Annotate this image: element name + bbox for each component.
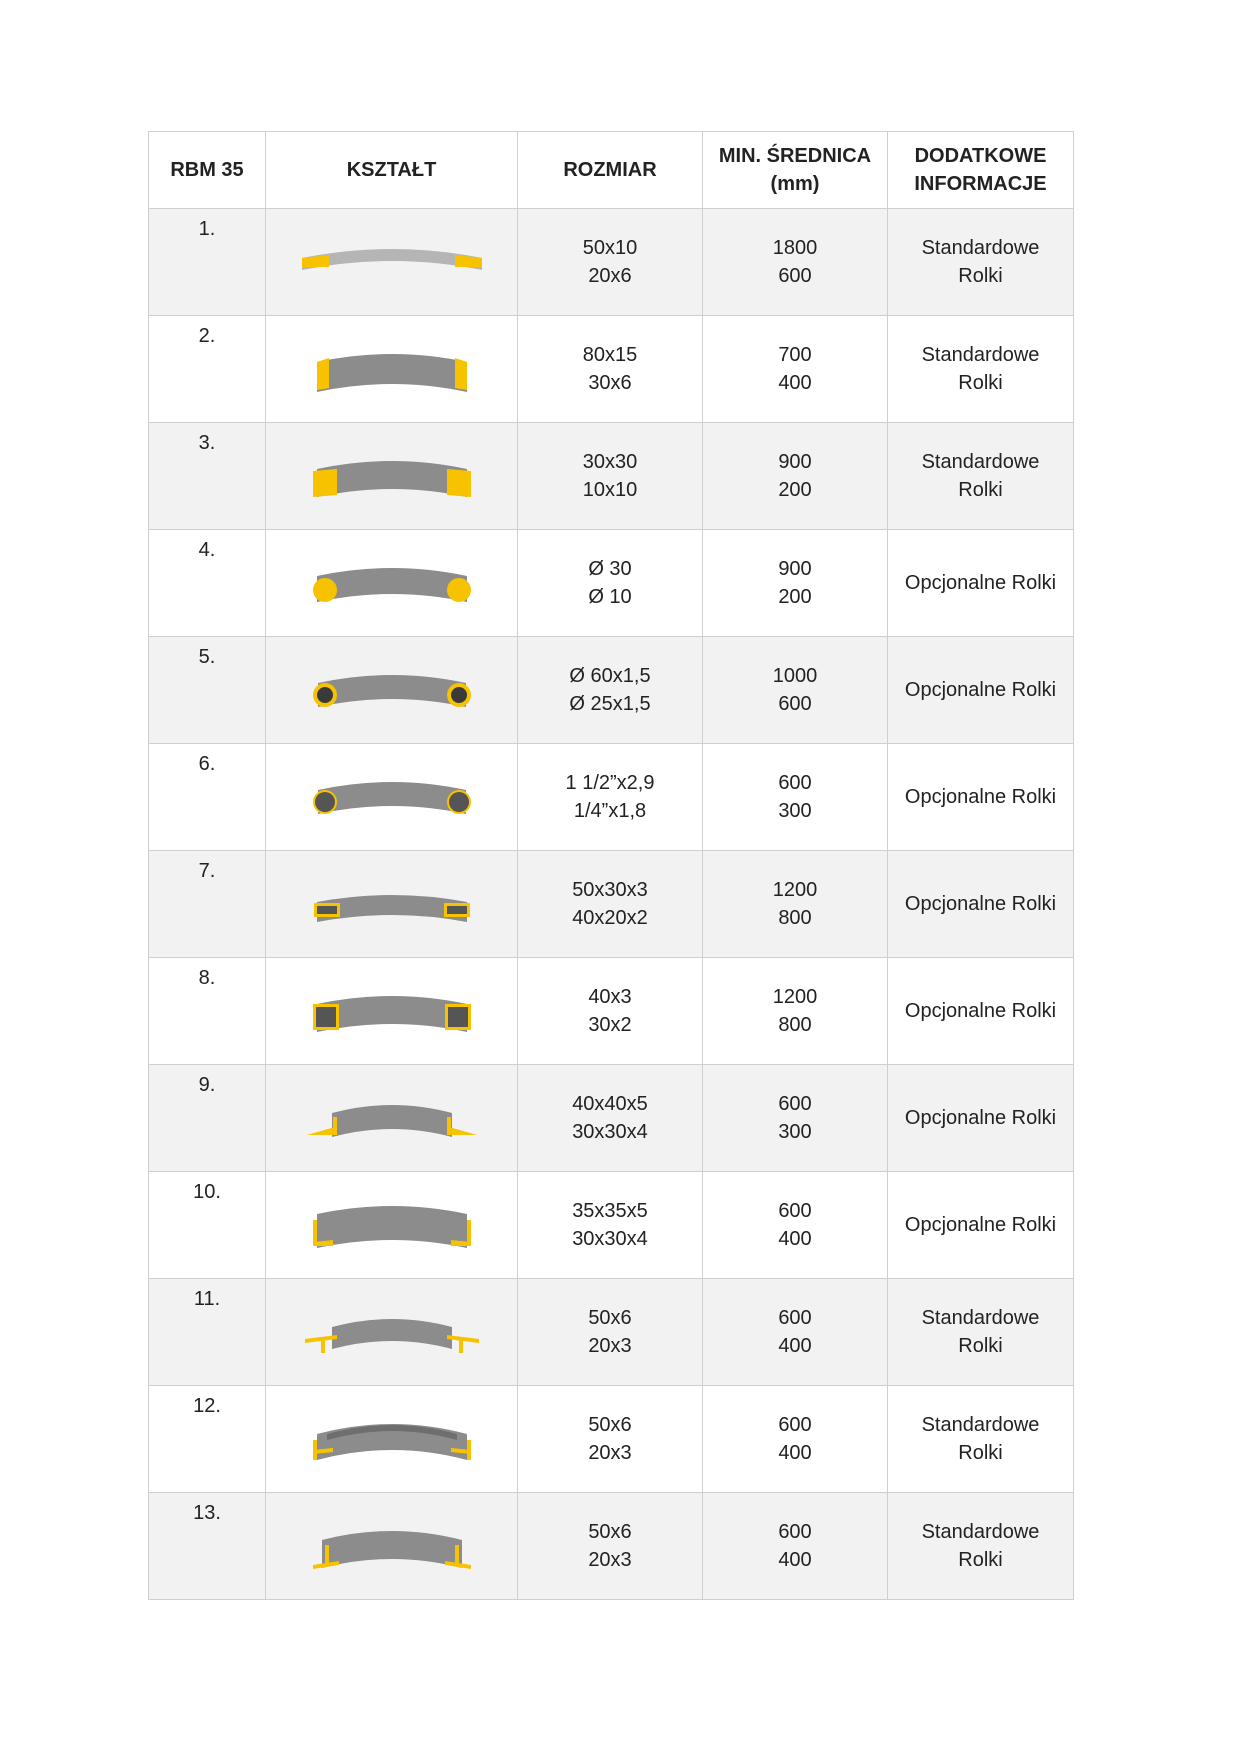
row-number: 12. <box>149 1386 266 1493</box>
info-cell-line2: Rolki <box>958 1442 1003 1464</box>
min-diameter-cell-line2: 400 <box>778 372 812 394</box>
info-cell-line1: Standardowe <box>921 237 1040 259</box>
size-cell-line1: 1 1/2”x2,9 <box>565 772 655 794</box>
min-diameter-cell-line1: 900 <box>778 558 812 580</box>
tee-out-icon <box>267 1287 517 1377</box>
size-cell-line1: 50x6 <box>588 1521 632 1543</box>
square-bar-icon <box>267 431 517 521</box>
row-number: 8. <box>149 958 266 1065</box>
size-cell <box>518 744 703 851</box>
min-diameter-cell <box>703 1279 888 1386</box>
header-info-line2: INFORMACJE <box>914 173 1047 195</box>
info-cell-line1: Opcjonalne Rolki <box>904 1000 1057 1022</box>
size-cell <box>518 1386 703 1493</box>
shape-cell <box>266 958 518 1065</box>
header-shape-text: KSZTAŁT <box>346 159 437 181</box>
rectangular-tube-icon <box>267 859 517 949</box>
min-diameter-cell-line2: 800 <box>778 1014 812 1036</box>
pipe-icon <box>267 752 517 842</box>
info-cell-line1: Standardowe <box>921 451 1040 473</box>
row-number: 9. <box>149 1065 266 1172</box>
min-diameter-cell-line2: 600 <box>778 265 812 287</box>
info-cell-line1: Standardowe <box>921 1414 1040 1436</box>
size-cell-line1: 80x15 <box>582 344 638 366</box>
size-cell-line2: 20x3 <box>588 1442 632 1464</box>
info-cell <box>888 1172 1074 1279</box>
min-diameter-cell-line2: 200 <box>778 586 812 608</box>
size-cell-line2: 30x30x4 <box>572 1121 648 1143</box>
min-diameter-cell-line2: 800 <box>778 907 812 929</box>
info-cell-line2: Rolki <box>958 1549 1003 1571</box>
table-row <box>149 637 1074 744</box>
table-row <box>149 1386 1074 1493</box>
info-cell-line1: Opcjonalne Rolki <box>904 572 1057 594</box>
spec-table <box>148 131 1074 1600</box>
info-cell <box>888 209 1074 316</box>
info-cell <box>888 316 1074 423</box>
size-cell-line2: 30x2 <box>588 1014 632 1036</box>
size-cell-line1: 30x30 <box>582 451 638 473</box>
row-number: 7. <box>149 851 266 958</box>
min-diameter-cell-line1: 1200 <box>772 986 818 1008</box>
size-cell-line1: 50x30x3 <box>572 879 648 901</box>
min-diameter-cell-line1: 600 <box>778 1307 812 1329</box>
size-cell <box>518 530 703 637</box>
table-row <box>149 209 1074 316</box>
shape-cell <box>266 1386 518 1493</box>
info-cell-line1: Standardowe <box>921 1307 1040 1329</box>
info-cell-line1: Opcjonalne Rolki <box>904 786 1057 808</box>
row-number: 13. <box>149 1493 266 1600</box>
info-cell-line1: Standardowe <box>921 344 1040 366</box>
shape-cell <box>266 1493 518 1600</box>
size-cell <box>518 958 703 1065</box>
info-cell <box>888 1493 1074 1600</box>
min-diameter-cell <box>703 958 888 1065</box>
size-cell-line1: 50x10 <box>582 237 638 259</box>
row-number: 11. <box>149 1279 266 1386</box>
header-row <box>149 132 1074 209</box>
header-shape <box>266 132 518 209</box>
row-number: 3. <box>149 423 266 530</box>
size-cell-line2: Ø 25x1,5 <box>569 693 651 715</box>
table-row <box>149 1493 1074 1600</box>
min-diameter-cell-line1: 600 <box>778 1200 812 1222</box>
header-info-line1: DODATKOWE <box>914 145 1047 167</box>
info-cell <box>888 637 1074 744</box>
info-cell-line2: Rolki <box>958 265 1003 287</box>
size-cell <box>518 316 703 423</box>
info-cell <box>888 851 1074 958</box>
size-cell-line1: 50x6 <box>588 1414 632 1436</box>
tee-flange-icon <box>267 1501 517 1591</box>
size-cell-line2: 10x10 <box>582 479 638 501</box>
header-additional-info <box>888 132 1074 209</box>
row-number: 2. <box>149 316 266 423</box>
min-diameter-cell-line1: 900 <box>778 451 812 473</box>
size-cell <box>518 1065 703 1172</box>
row-number: 1. <box>149 209 266 316</box>
shape-cell <box>266 209 518 316</box>
min-diameter-cell-line2: 400 <box>778 1335 812 1357</box>
header-min-diameter-line2: (mm) <box>770 173 820 195</box>
min-diameter-cell <box>703 423 888 530</box>
row-number: 6. <box>149 744 266 851</box>
min-diameter-cell <box>703 744 888 851</box>
info-cell-line1: Opcjonalne Rolki <box>904 893 1057 915</box>
shape-cell <box>266 851 518 958</box>
info-cell-line2: Rolki <box>958 1335 1003 1357</box>
min-diameter-cell-line2: 300 <box>778 1121 812 1143</box>
size-cell-line1: Ø 60x1,5 <box>569 665 651 687</box>
table-row <box>149 423 1074 530</box>
info-cell <box>888 1065 1074 1172</box>
size-cell <box>518 637 703 744</box>
size-cell <box>518 851 703 958</box>
info-cell <box>888 744 1074 851</box>
min-diameter-cell-line1: 1000 <box>772 665 818 687</box>
round-bar-icon <box>267 538 517 628</box>
min-diameter-cell-line2: 400 <box>778 1442 812 1464</box>
header-size-text: ROZMIAR <box>563 159 657 181</box>
min-diameter-cell <box>703 209 888 316</box>
min-diameter-cell-line2: 300 <box>778 800 812 822</box>
size-cell <box>518 209 703 316</box>
table-row <box>149 530 1074 637</box>
row-number: 5. <box>149 637 266 744</box>
min-diameter-cell <box>703 637 888 744</box>
header-model <box>149 132 266 209</box>
shape-cell <box>266 744 518 851</box>
min-diameter-cell <box>703 316 888 423</box>
min-diameter-cell-line1: 600 <box>778 1521 812 1543</box>
table-row <box>149 851 1074 958</box>
info-cell <box>888 423 1074 530</box>
min-diameter-cell-line2: 400 <box>778 1549 812 1571</box>
size-cell <box>518 423 703 530</box>
min-diameter-cell-line2: 600 <box>778 693 812 715</box>
info-cell-line2: Rolki <box>958 479 1003 501</box>
info-cell <box>888 530 1074 637</box>
shape-cell <box>266 423 518 530</box>
size-cell-line2: 1/4”x1,8 <box>573 800 647 822</box>
min-diameter-cell <box>703 1493 888 1600</box>
size-cell-line1: 35x35x5 <box>572 1200 648 1222</box>
header-model-text: RBM 35 <box>170 159 244 181</box>
shape-cell <box>266 316 518 423</box>
flat-bar-icon <box>267 217 517 307</box>
size-cell-line2: 30x6 <box>588 372 632 394</box>
min-diameter-cell-line2: 200 <box>778 479 812 501</box>
table-row <box>149 1065 1074 1172</box>
min-diameter-cell <box>703 530 888 637</box>
min-diameter-cell-line1: 1200 <box>772 879 818 901</box>
size-cell-line1: Ø 30 <box>588 558 632 580</box>
min-diameter-cell-line1: 600 <box>778 1093 812 1115</box>
shape-cell <box>266 1279 518 1386</box>
square-tube-icon <box>267 966 517 1056</box>
table-row <box>149 1172 1074 1279</box>
size-cell-line1: 50x6 <box>588 1307 632 1329</box>
angle-out-icon <box>267 1073 517 1163</box>
table-row <box>149 316 1074 423</box>
size-cell-line2: 40x20x2 <box>572 907 648 929</box>
size-cell <box>518 1279 703 1386</box>
round-tube-icon <box>267 645 517 735</box>
flat-bar-edge-icon <box>267 324 517 414</box>
shape-cell <box>266 1065 518 1172</box>
header-size <box>518 132 703 209</box>
size-cell <box>518 1172 703 1279</box>
info-cell-line2: Rolki <box>958 372 1003 394</box>
size-cell-line2: 20x3 <box>588 1335 632 1357</box>
size-cell-line2: Ø 10 <box>588 586 632 608</box>
row-number: 10. <box>149 1172 266 1279</box>
info-cell <box>888 1386 1074 1493</box>
shape-cell <box>266 1172 518 1279</box>
info-cell-line1: Opcjonalne Rolki <box>904 679 1057 701</box>
min-diameter-cell-line1: 700 <box>778 344 812 366</box>
table-row <box>149 1279 1074 1386</box>
min-diameter-cell <box>703 851 888 958</box>
table-row <box>149 744 1074 851</box>
min-diameter-cell-line1: 600 <box>778 1414 812 1436</box>
angle-in-icon <box>267 1180 517 1270</box>
min-diameter-cell <box>703 1065 888 1172</box>
row-number: 4. <box>149 530 266 637</box>
table-row <box>149 958 1074 1065</box>
header-min-diameter <box>703 132 888 209</box>
header-min-diameter-line1: MIN. ŚREDNICA <box>718 145 872 167</box>
min-diameter-cell-line1: 1800 <box>772 237 818 259</box>
size-cell-line1: 40x3 <box>588 986 632 1008</box>
info-cell <box>888 958 1074 1065</box>
info-cell <box>888 1279 1074 1386</box>
size-cell-line2: 20x6 <box>588 265 632 287</box>
info-cell-line1: Opcjonalne Rolki <box>904 1107 1057 1129</box>
min-diameter-cell-line2: 400 <box>778 1228 812 1250</box>
min-diameter-cell-line1: 600 <box>778 772 812 794</box>
size-cell-line1: 40x40x5 <box>572 1093 648 1115</box>
info-cell-line1: Standardowe <box>921 1521 1040 1543</box>
min-diameter-cell <box>703 1172 888 1279</box>
tee-in-icon <box>267 1394 517 1484</box>
min-diameter-cell <box>703 1386 888 1493</box>
size-cell-line2: 30x30x4 <box>572 1228 648 1250</box>
shape-cell <box>266 530 518 637</box>
shape-cell <box>266 637 518 744</box>
info-cell-line1: Opcjonalne Rolki <box>904 1214 1057 1236</box>
size-cell-line2: 20x3 <box>588 1549 632 1571</box>
size-cell <box>518 1493 703 1600</box>
